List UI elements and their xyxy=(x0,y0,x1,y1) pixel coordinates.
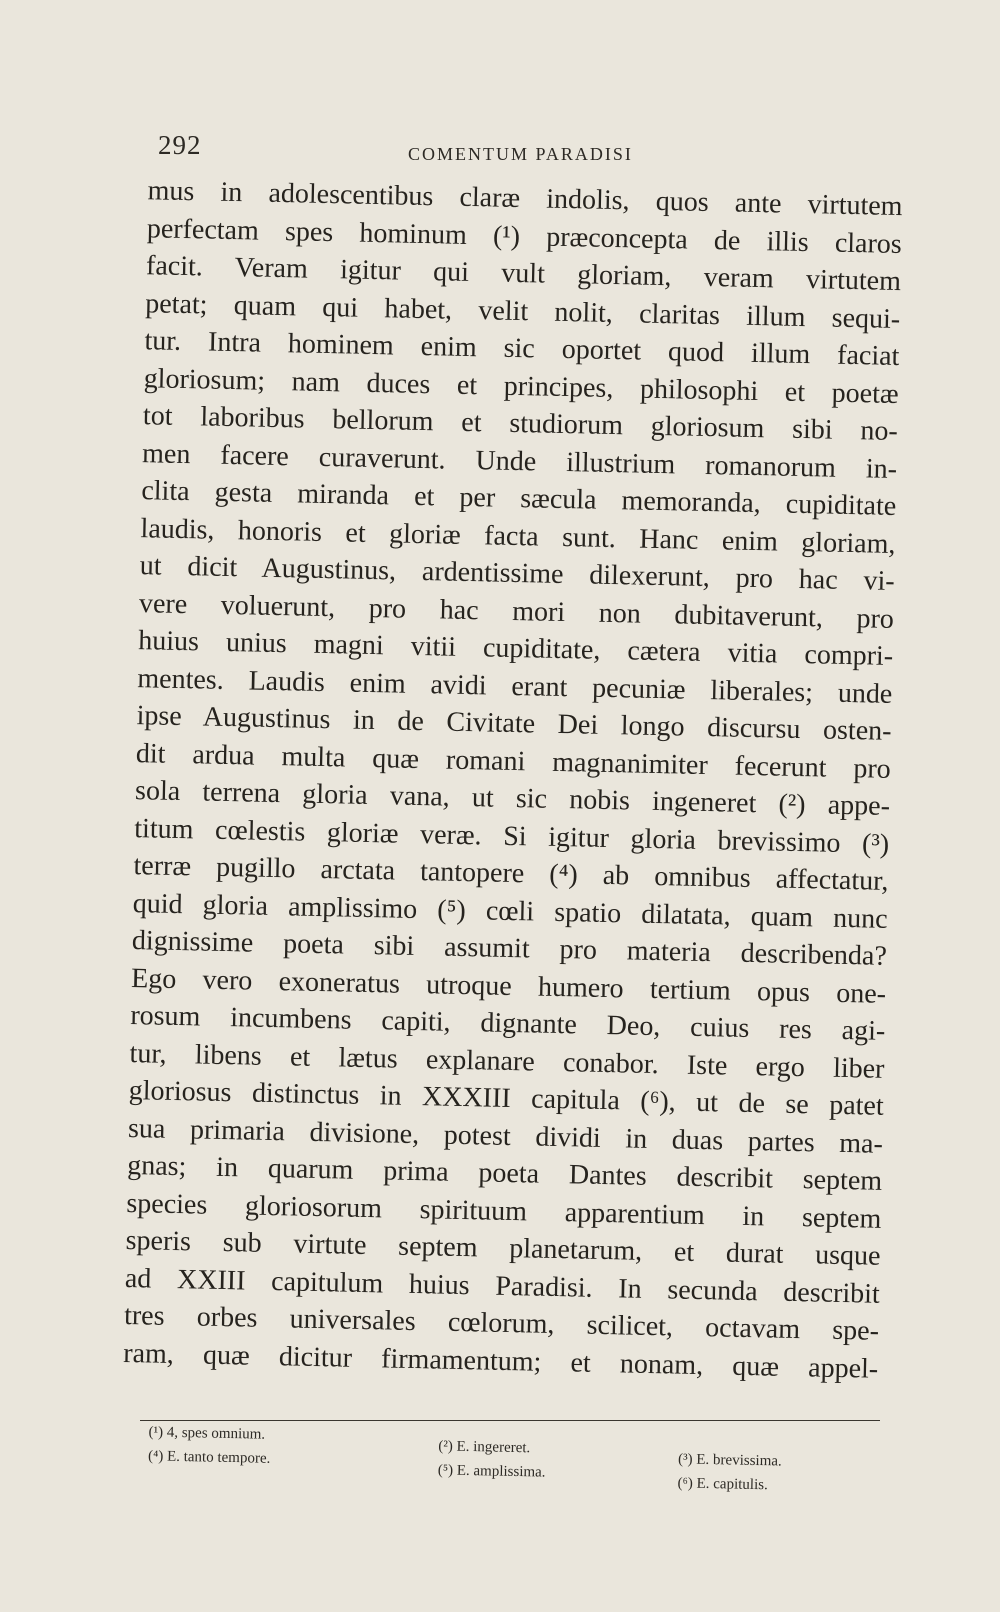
footnote-4: (⁴) E. tanto tempore. xyxy=(147,1448,271,1467)
page-header xyxy=(158,130,882,170)
page-number: 292 xyxy=(158,130,202,160)
text-line: sola terrena gloria vana, ut sic nobis ingeneret (²) appe- xyxy=(134,775,891,822)
text-line: quid gloria amplissimo (⁵) cœli spatio dilatata, quam nunc xyxy=(132,887,888,935)
text-line: gloriosum; nam duces et principes, philosophi et poetæ xyxy=(143,362,899,410)
text-line: laudis, honoris et gloriæ facta sunt. Hanc enim gloriam, xyxy=(140,512,896,560)
text-line: clita gesta miranda et per sæcula memoranda, cupiditate xyxy=(141,475,897,522)
text-line: titum cœlestis gloriæ veræ. Si igitur gloria brevissimo (³) xyxy=(134,812,890,860)
text-line: rosum incumbens capiti, dignante Deo, cuius res agi- xyxy=(130,1000,886,1047)
text-line: tur. Intra hominem enim sic oportet quod illum faciat xyxy=(144,325,900,373)
footnote-5: (⁵) E. amplissima. xyxy=(437,1462,546,1481)
text-line: tres orbes universales cœlorum, scilicet, octavam spe- xyxy=(123,1299,880,1347)
text-line: species gloriosorum spirituum apparentium in septem xyxy=(126,1187,882,1235)
footnotes xyxy=(147,1420,888,1505)
text-line: ram, quæ dicitur firmamentum; et nonam, quæ appel- xyxy=(123,1337,879,1385)
text-line: vere voluerunt, pro hac mori non dubitaverunt, pro xyxy=(138,587,895,635)
footnote-column xyxy=(438,1434,547,1484)
text-line: Ego vero exoneratus utroque humero tertium opus one- xyxy=(130,962,887,1010)
text-line: petat; quam qui habet, velit nolit, claritas illum sequi- xyxy=(144,287,901,335)
text-line: speris sub virtute septem planetarum, et durat usque xyxy=(125,1224,881,1272)
text-line: tur, libens et lætus explanare conabor. Iste ergo liber xyxy=(129,1037,885,1085)
text-line: terræ pugillo arctata tantopere (⁴) ab omnibus affectatur, xyxy=(133,850,889,897)
text-line: mentes. Laudis enim avidi erant pecuniæ liberales; unde xyxy=(137,662,893,710)
footnote-6: (⁶) E. capitulis. xyxy=(677,1475,768,1494)
text-line: dignissime poeta sibi assumit pro materia describenda? xyxy=(131,925,888,972)
text-line: men facere curaverunt. Unde illustrium romanorum in- xyxy=(141,437,898,485)
text-line: ad XXIII capitulum huius Paradisi. In secunda describit xyxy=(124,1262,881,1310)
running-title: COMENTUM PARADISI xyxy=(408,144,633,164)
footnote-1: (¹) 4, spes omnium. xyxy=(148,1424,266,1443)
text-line: facit. Veram igitur qui vult gloriam, veram virtutem xyxy=(145,250,902,298)
text-line: gnas; in quarum prima poeta Dantes describit septem xyxy=(126,1150,883,1197)
text-line: ut dicit Augustinus, ardentissime dilexerunt, pro hac vi- xyxy=(139,550,895,597)
text-line: dit ardua multa quæ romani magnanimiter fecerunt pro xyxy=(135,737,892,785)
text-line: huius unius magni vitii cupiditate, cætera vitia compri- xyxy=(137,625,894,672)
footnote-column xyxy=(148,1420,271,1471)
footnote-3: (³) E. brevissima. xyxy=(677,1451,782,1470)
footnote-2: (²) E. ingereret. xyxy=(438,1438,531,1457)
text-line: perfectam spes hominum (¹) præconcepta de illis claros xyxy=(146,212,903,260)
footnote-rule xyxy=(140,1420,880,1421)
main-text-block xyxy=(122,172,903,1428)
footnote-column xyxy=(677,1447,782,1497)
text-line: ipse Augustinus in de Civitate Dei longo discursu osten- xyxy=(136,700,892,747)
text-line: sua primaria divisione, potest dividi in duas partes ma- xyxy=(127,1112,884,1160)
text-line: tot laboribus bellorum et studiorum gloriosum sibi no- xyxy=(142,400,899,447)
text-line: mus in adolescentibus claræ indolis, quos ante virtutem xyxy=(147,175,903,223)
text-line: gloriosus distinctus in XXXIII capitula (⁶), ut de se patet xyxy=(128,1075,884,1122)
